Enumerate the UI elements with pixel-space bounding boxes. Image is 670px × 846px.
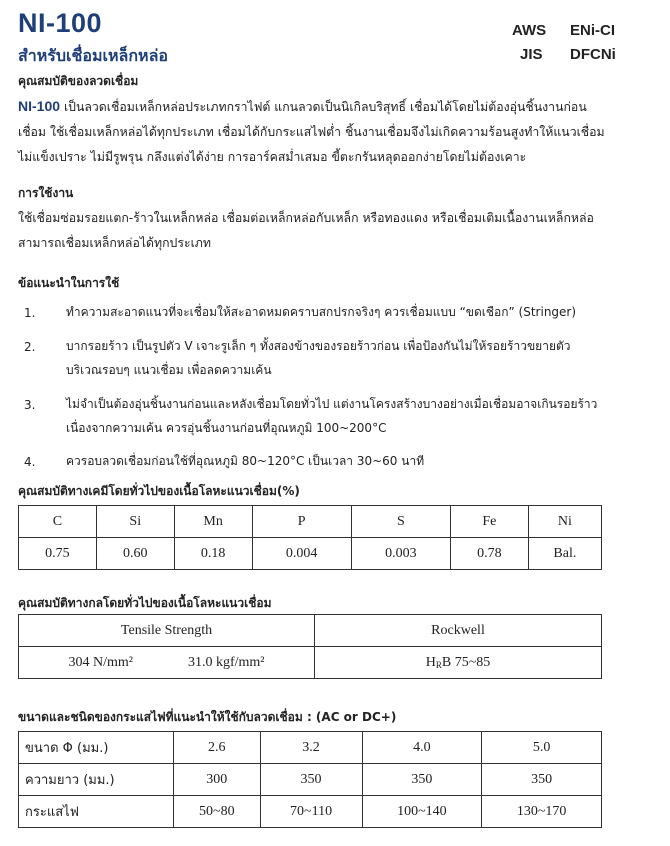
- product-title: NI-100: [18, 8, 103, 38]
- jis-value: DFCNi: [570, 46, 616, 63]
- sizes-row-current: [19, 796, 602, 828]
- hardness-sub: R: [435, 659, 442, 670]
- size-cell: 130~170: [482, 796, 602, 828]
- tensile-kgf: 31.0 kgf/mm²: [187, 654, 265, 670]
- advice-item-number: 3.: [24, 398, 36, 412]
- element-cell: Mn: [174, 506, 252, 538]
- rockwell-header: Rockwell: [315, 615, 602, 647]
- element-cell: Si: [96, 506, 174, 538]
- size-cell: 50~80: [174, 796, 261, 828]
- value-cell: 0.60: [96, 538, 174, 570]
- advice-item-line: ไม่จำเป็นต้องอุ่นชิ้นงานก่อนและหลังเชื่อมโดยทั่วไป แต่งานโครงสร้างบางอย่างเมื่อเชื่อมอาจเกินรอยร้าว: [66, 397, 598, 411]
- chemical-table: [18, 505, 602, 570]
- size-cell: 2.6: [174, 732, 261, 764]
- usage-line-1: ใช้เชื่อมซ่อมรอยแตก-ร้าวในเหล็กหล่อ เชื่อมต่อเหล็กหล่อกับเหล็ก หรือทองแดง หรือเชื่อมเติมเนื้องานเหล็กหล่อ: [18, 211, 594, 225]
- advice-item-number: 4.: [24, 455, 36, 469]
- chemical-heading: คุณสมบัติทางเคมีโดยทั่วไปของเนื้อโลหะแนวเชื่อม(%): [18, 484, 300, 498]
- size-cell: 350: [482, 764, 602, 796]
- value-cell: 0.78: [450, 538, 528, 570]
- size-cell: 4.0: [362, 732, 482, 764]
- size-cell: 5.0: [482, 732, 602, 764]
- element-cell: S: [351, 506, 450, 538]
- advice-item-line: บากรอยร้าว เป็นรูปตัว V เจาะรูเล็ก ๆ ทั้งสองข้างของรอยร้าวก่อน เพื่อป้องกันไม่ให้รอยร้าวขยายตัว: [66, 339, 571, 353]
- advice-item-line: บริเวณรอบๆ แนวเชื่อม เพื่อลดความเค้น: [66, 363, 272, 377]
- advice-item-number: 2.: [24, 340, 36, 354]
- properties-paragraph: [18, 94, 658, 170]
- mechanical-value-row: [19, 647, 602, 679]
- usage-heading: การใช้งาน: [18, 186, 74, 200]
- value-cell: 0.003: [351, 538, 450, 570]
- mechanical-header-row: [19, 615, 602, 647]
- properties-line-1: [18, 94, 658, 120]
- advice-item-line: ควรอบลวดเชื่อมก่อนใช้ที่อุณหภูมิ 80~120°C เป็นเวลา 30~60 นาที: [66, 454, 425, 468]
- value-cell: Bal.: [528, 538, 601, 570]
- size-cell: 350: [362, 764, 482, 796]
- element-cell: P: [252, 506, 351, 538]
- usage-paragraph: [18, 206, 658, 256]
- advice-item: [66, 300, 660, 324]
- aws-value: ENi-CI: [570, 22, 615, 39]
- row-label: กระแสไฟ: [19, 796, 174, 828]
- size-cell: 100~140: [362, 796, 482, 828]
- chemical-header-row: [19, 506, 602, 538]
- size-cell: 300: [174, 764, 261, 796]
- advice-item: [66, 449, 660, 473]
- value-cell: 0.004: [252, 538, 351, 570]
- advice-heading: ข้อแนะนำในการใช้: [18, 276, 120, 290]
- value-cell: 0.18: [174, 538, 252, 570]
- aws-label: AWS: [512, 22, 547, 39]
- advice-item-number: 1.: [24, 306, 36, 320]
- product-subtitle: สำหรับเชื่อมเหล็กหล่อ: [18, 46, 168, 65]
- row-label: ความยาว (มม.): [19, 764, 174, 796]
- sizes-table: [18, 731, 602, 828]
- element-cell: C: [19, 506, 97, 538]
- properties-line-1-text: เป็นลวดเชื่อมเหล็กหล่อประเภทกราไฟต์ แกนลวดเป็นนิเกิลบริสุทธิ์ เชื่อมได้โดยไม่ต้องอุ่นชิ้นงานก่อน: [60, 100, 587, 114]
- jis-label: JIS: [520, 46, 543, 63]
- element-cell: Ni: [528, 506, 601, 538]
- sizes-row-length: [19, 764, 602, 796]
- advice-item: [66, 392, 660, 440]
- tensile-nmm: 304 N/mm²: [68, 654, 133, 670]
- size-cell: 350: [260, 764, 362, 796]
- element-cell: Fe: [450, 506, 528, 538]
- chemical-value-row: [19, 538, 602, 570]
- size-cell: 3.2: [260, 732, 362, 764]
- brand-name: NI-100: [18, 98, 61, 114]
- usage-line-2: สามารถเชื่อมเหล็กหล่อได้ทุกประเภท: [18, 236, 211, 250]
- properties-line-3: ไม่แข็งเปราะ ไม่มีรูพรุน กลึงแต่งได้ง่าย การอาร์คสม่ำเสมอ ขี้ตะกรันหลุดออกง่ายโดยไม่ต้องเคาะ: [18, 150, 527, 164]
- tensile-value: [19, 647, 315, 679]
- row-label: ขนาด Φ (มม.): [19, 732, 174, 764]
- properties-heading: คุณสมบัติของลวดเชื่อม: [18, 74, 139, 88]
- tensile-header: Tensile Strength: [19, 615, 315, 647]
- rockwell-value: [315, 647, 602, 679]
- size-cell: 70~110: [260, 796, 362, 828]
- advice-item-line: เนื่องจากความเค้น ควรอุ่นชิ้นงานก่อนที่อุณหภูมิ 100~200°C: [66, 421, 387, 435]
- properties-line-2: เชื่อม ใช้เชื่อมเหล็กหล่อได้ทุกประเภท เชื่อมได้กับกระแสไฟต่ำ ชิ้นงานเชื่อมจึงไม่เกิดความร้อนสูงทำให้แนวเชื่อม: [18, 125, 605, 139]
- sizes-heading: ขนาดและชนิดของกระแสไฟที่แนะนำให้ใช้กับลวดเชื่อม : (AC or DC+): [18, 710, 397, 724]
- hardness-h: H: [425, 654, 436, 670]
- mechanical-heading: คุณสมบัติทางกลโดยทั่วไปของเนื้อโลหะแนวเชื่อม: [18, 596, 272, 610]
- value-cell: 0.75: [19, 538, 97, 570]
- advice-item: [66, 334, 660, 382]
- hardness-value: B 75~85: [441, 654, 491, 670]
- mechanical-table: [18, 614, 602, 679]
- advice-item-line: ทำความสะอาดแนวที่จะเชื่อมให้สะอาดหมดคราบสกปรกจริงๆ ควรเชื่อมแบบ “ขดเชือก” (Stringer): [66, 305, 577, 319]
- sizes-row-diameter: [19, 732, 602, 764]
